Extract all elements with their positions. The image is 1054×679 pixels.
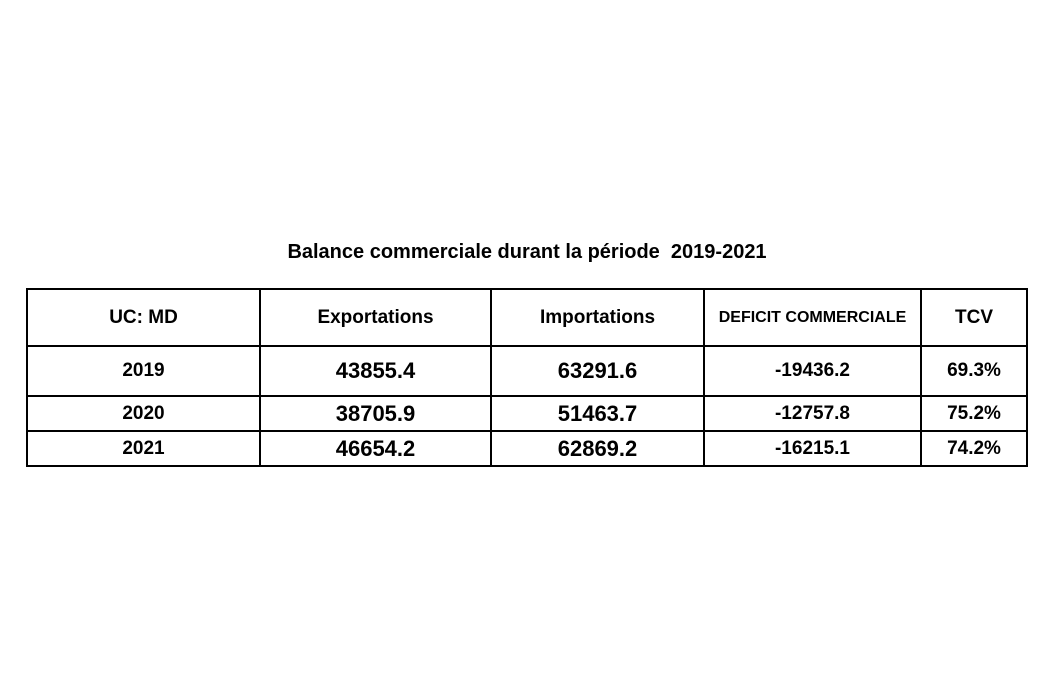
cell-exportations: 43855.4 xyxy=(260,346,491,396)
cell-tcv: 69.3% xyxy=(921,346,1027,396)
table-title: Balance commerciale durant la période 2019-2021 xyxy=(287,241,767,263)
cell-importations: 51463.7 xyxy=(491,396,704,431)
cell-year: 2020 xyxy=(27,396,260,431)
cell-deficit: -12757.8 xyxy=(704,396,921,431)
header-unit: UC: MD xyxy=(27,289,260,346)
cell-year: 2021 xyxy=(27,431,260,466)
cell-tcv: 75.2% xyxy=(921,396,1027,431)
cell-year: 2019 xyxy=(27,346,260,396)
table-row xyxy=(27,431,1027,466)
table-row xyxy=(27,346,1027,396)
header-importations: Importations xyxy=(491,289,704,346)
table-header-row xyxy=(27,289,1027,346)
cell-deficit: -16215.1 xyxy=(704,431,921,466)
cell-deficit: -19436.2 xyxy=(704,346,921,396)
header-tcv: TCV xyxy=(921,289,1027,346)
header-deficit: DEFICIT COMMERCIALE xyxy=(704,289,921,346)
table-row xyxy=(27,396,1027,431)
trade-balance-table xyxy=(26,288,1028,467)
cell-exportations: 38705.9 xyxy=(260,396,491,431)
cell-importations: 62869.2 xyxy=(491,431,704,466)
cell-importations: 63291.6 xyxy=(491,346,704,396)
cell-tcv: 74.2% xyxy=(921,431,1027,466)
cell-exportations: 46654.2 xyxy=(260,431,491,466)
header-exportations: Exportations xyxy=(260,289,491,346)
